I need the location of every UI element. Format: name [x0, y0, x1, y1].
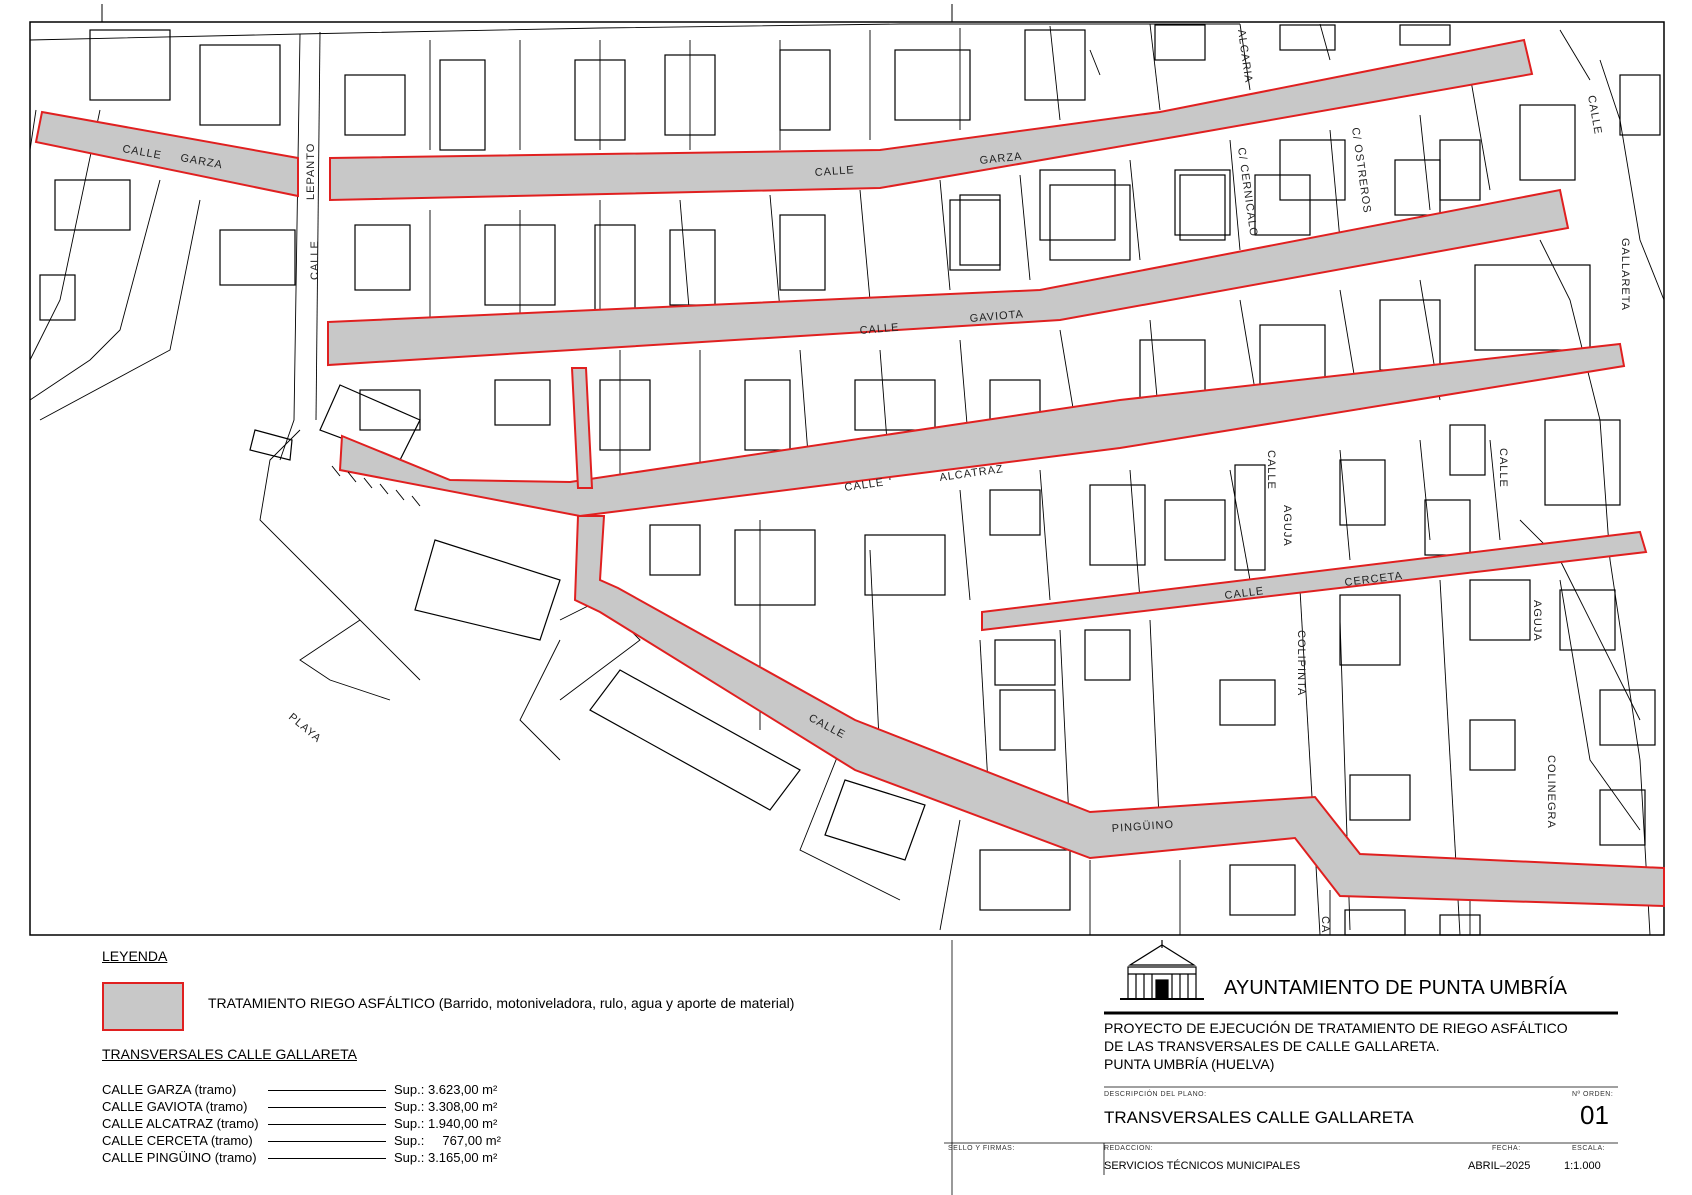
legend-row-value: Sup.: 767,00 m²	[394, 1133, 501, 1148]
street-polygon-pinguino	[575, 516, 1664, 906]
label-calle-alcatraz: CALLE	[843, 476, 885, 494]
project-title-line-1: PROYECTO DE EJECUCIÓN DE TRATAMIENTO DE RIEGO ASFÁLTICO	[1104, 1020, 1568, 1036]
legend-row-leader	[268, 1141, 386, 1142]
legend-row-name: CALLE PINGÜINO (tramo)	[102, 1150, 257, 1165]
label-calle-lepanto: CALLE	[309, 240, 321, 280]
label-gallareta: GALLARETA	[1619, 238, 1631, 311]
legend-row-leader	[268, 1124, 386, 1125]
street-polygon-cerceta	[982, 532, 1646, 630]
label-calle-garza: CALLE	[814, 164, 855, 179]
label-playa: PLAYA	[286, 711, 324, 746]
redaction-value: SERVICIOS TÉCNICOS MUNICIPALES	[1104, 1160, 1301, 1172]
legend-row-value: Sup.: 3.308,00 m²	[394, 1099, 498, 1114]
redaction-label: REDACCION:	[1104, 1145, 1153, 1152]
label-aguja-south: AGUJA	[1531, 600, 1543, 642]
label-alcatraz: ALCATRAZ	[938, 463, 1005, 484]
legend-swatch	[102, 982, 184, 1031]
seal-label: SELLO Y FIRMAS:	[948, 1145, 1015, 1152]
label-cernicalo: C/ CERNICALO	[1235, 146, 1260, 238]
scale-label: ESCALA:	[1572, 1145, 1606, 1152]
label-pinguino: PINGÜINO	[1111, 818, 1175, 835]
legend-treatment-text: TRATAMIENTO RIEGO ASFÁLTICO (Barrido, motoniveladora, rulo, agua y aporte de material)	[208, 995, 795, 1011]
label-calle-gaviota: CALLE	[859, 321, 900, 337]
order-label: Nº ORDEN:	[1572, 1091, 1614, 1098]
plan-description: TRANSVERSALES CALLE GALLARETA	[1104, 1108, 1414, 1127]
street-polygon-gaviota	[328, 190, 1568, 365]
label-calle-gallareta: CALLE	[1585, 94, 1604, 136]
label-colipinta: COLIPINTA	[1295, 630, 1307, 697]
scale-value: 1:1.000	[1564, 1160, 1601, 1172]
label-calle-aguja: CALLE	[1265, 450, 1277, 490]
label-garza-west: GARZA	[179, 152, 224, 172]
legend-row-name: CALLE GAVIOTA (tramo)	[102, 1099, 248, 1114]
description-label: DESCRIPCIÓN DEL PLANO:	[1104, 1091, 1207, 1098]
legend-row-leader	[268, 1158, 386, 1159]
label-cerceta: CERCETA	[1343, 569, 1404, 589]
label-calle-colinegra: CALLE	[1497, 448, 1509, 488]
legend-row-leader	[268, 1107, 386, 1108]
label-calle-cerceta: CALLE	[1223, 585, 1265, 602]
project-title-line-3: PUNTA UMBRÍA (HUELVA)	[1104, 1056, 1275, 1072]
legend-row-value: Sup.: 3.165,00 m²	[394, 1150, 498, 1165]
legend-title: LEYENDA	[102, 948, 168, 964]
label-aguja-north: AGUJA	[1281, 505, 1293, 547]
legend-row-name: CALLE ALCATRAZ (tramo)	[102, 1116, 259, 1131]
date-value: ABRIL–2025	[1468, 1160, 1531, 1172]
label-alcaria: ALCARIA	[1235, 28, 1255, 84]
label-calle-garza-west: CALLE	[121, 143, 163, 162]
town-hall-logo	[1120, 940, 1204, 999]
project-title-line-2: DE LAS TRANSVERSALES DE CALLE GALLARETA.	[1104, 1038, 1440, 1054]
legend-section-title: TRANSVERSALES CALLE GALLARETA	[102, 1046, 357, 1062]
legend-row-leader	[268, 1090, 386, 1091]
label-colinegra: COLINEGRA	[1545, 755, 1557, 829]
label-calle-pinguino: CALLE	[806, 712, 848, 742]
street-polygon-alcatraz-link	[572, 368, 592, 488]
label-ostreros: C/ OSTREROS	[1349, 126, 1373, 215]
label-garza: GARZA	[979, 150, 1023, 167]
date-label: FECHA:	[1492, 1145, 1521, 1152]
label-gaviota: GAVIOTA	[969, 308, 1025, 325]
legend-row-name: CALLE GARZA (tramo)	[102, 1082, 237, 1097]
street-polygon-alcatraz	[340, 344, 1624, 516]
label-lepanto: LEPANTO	[305, 142, 317, 200]
label-ca: CA	[1319, 916, 1331, 934]
legend-row-name: CALLE CERCETA (tramo)	[102, 1133, 253, 1148]
organization-name: AYUNTAMIENTO DE PUNTA UMBRÍA	[1224, 977, 1567, 999]
order-number: 01	[1580, 1100, 1609, 1130]
legend-row-value: Sup.: 3.623,00 m²	[394, 1082, 498, 1097]
legend-row-value: Sup.: 1.940,00 m²	[394, 1116, 498, 1131]
